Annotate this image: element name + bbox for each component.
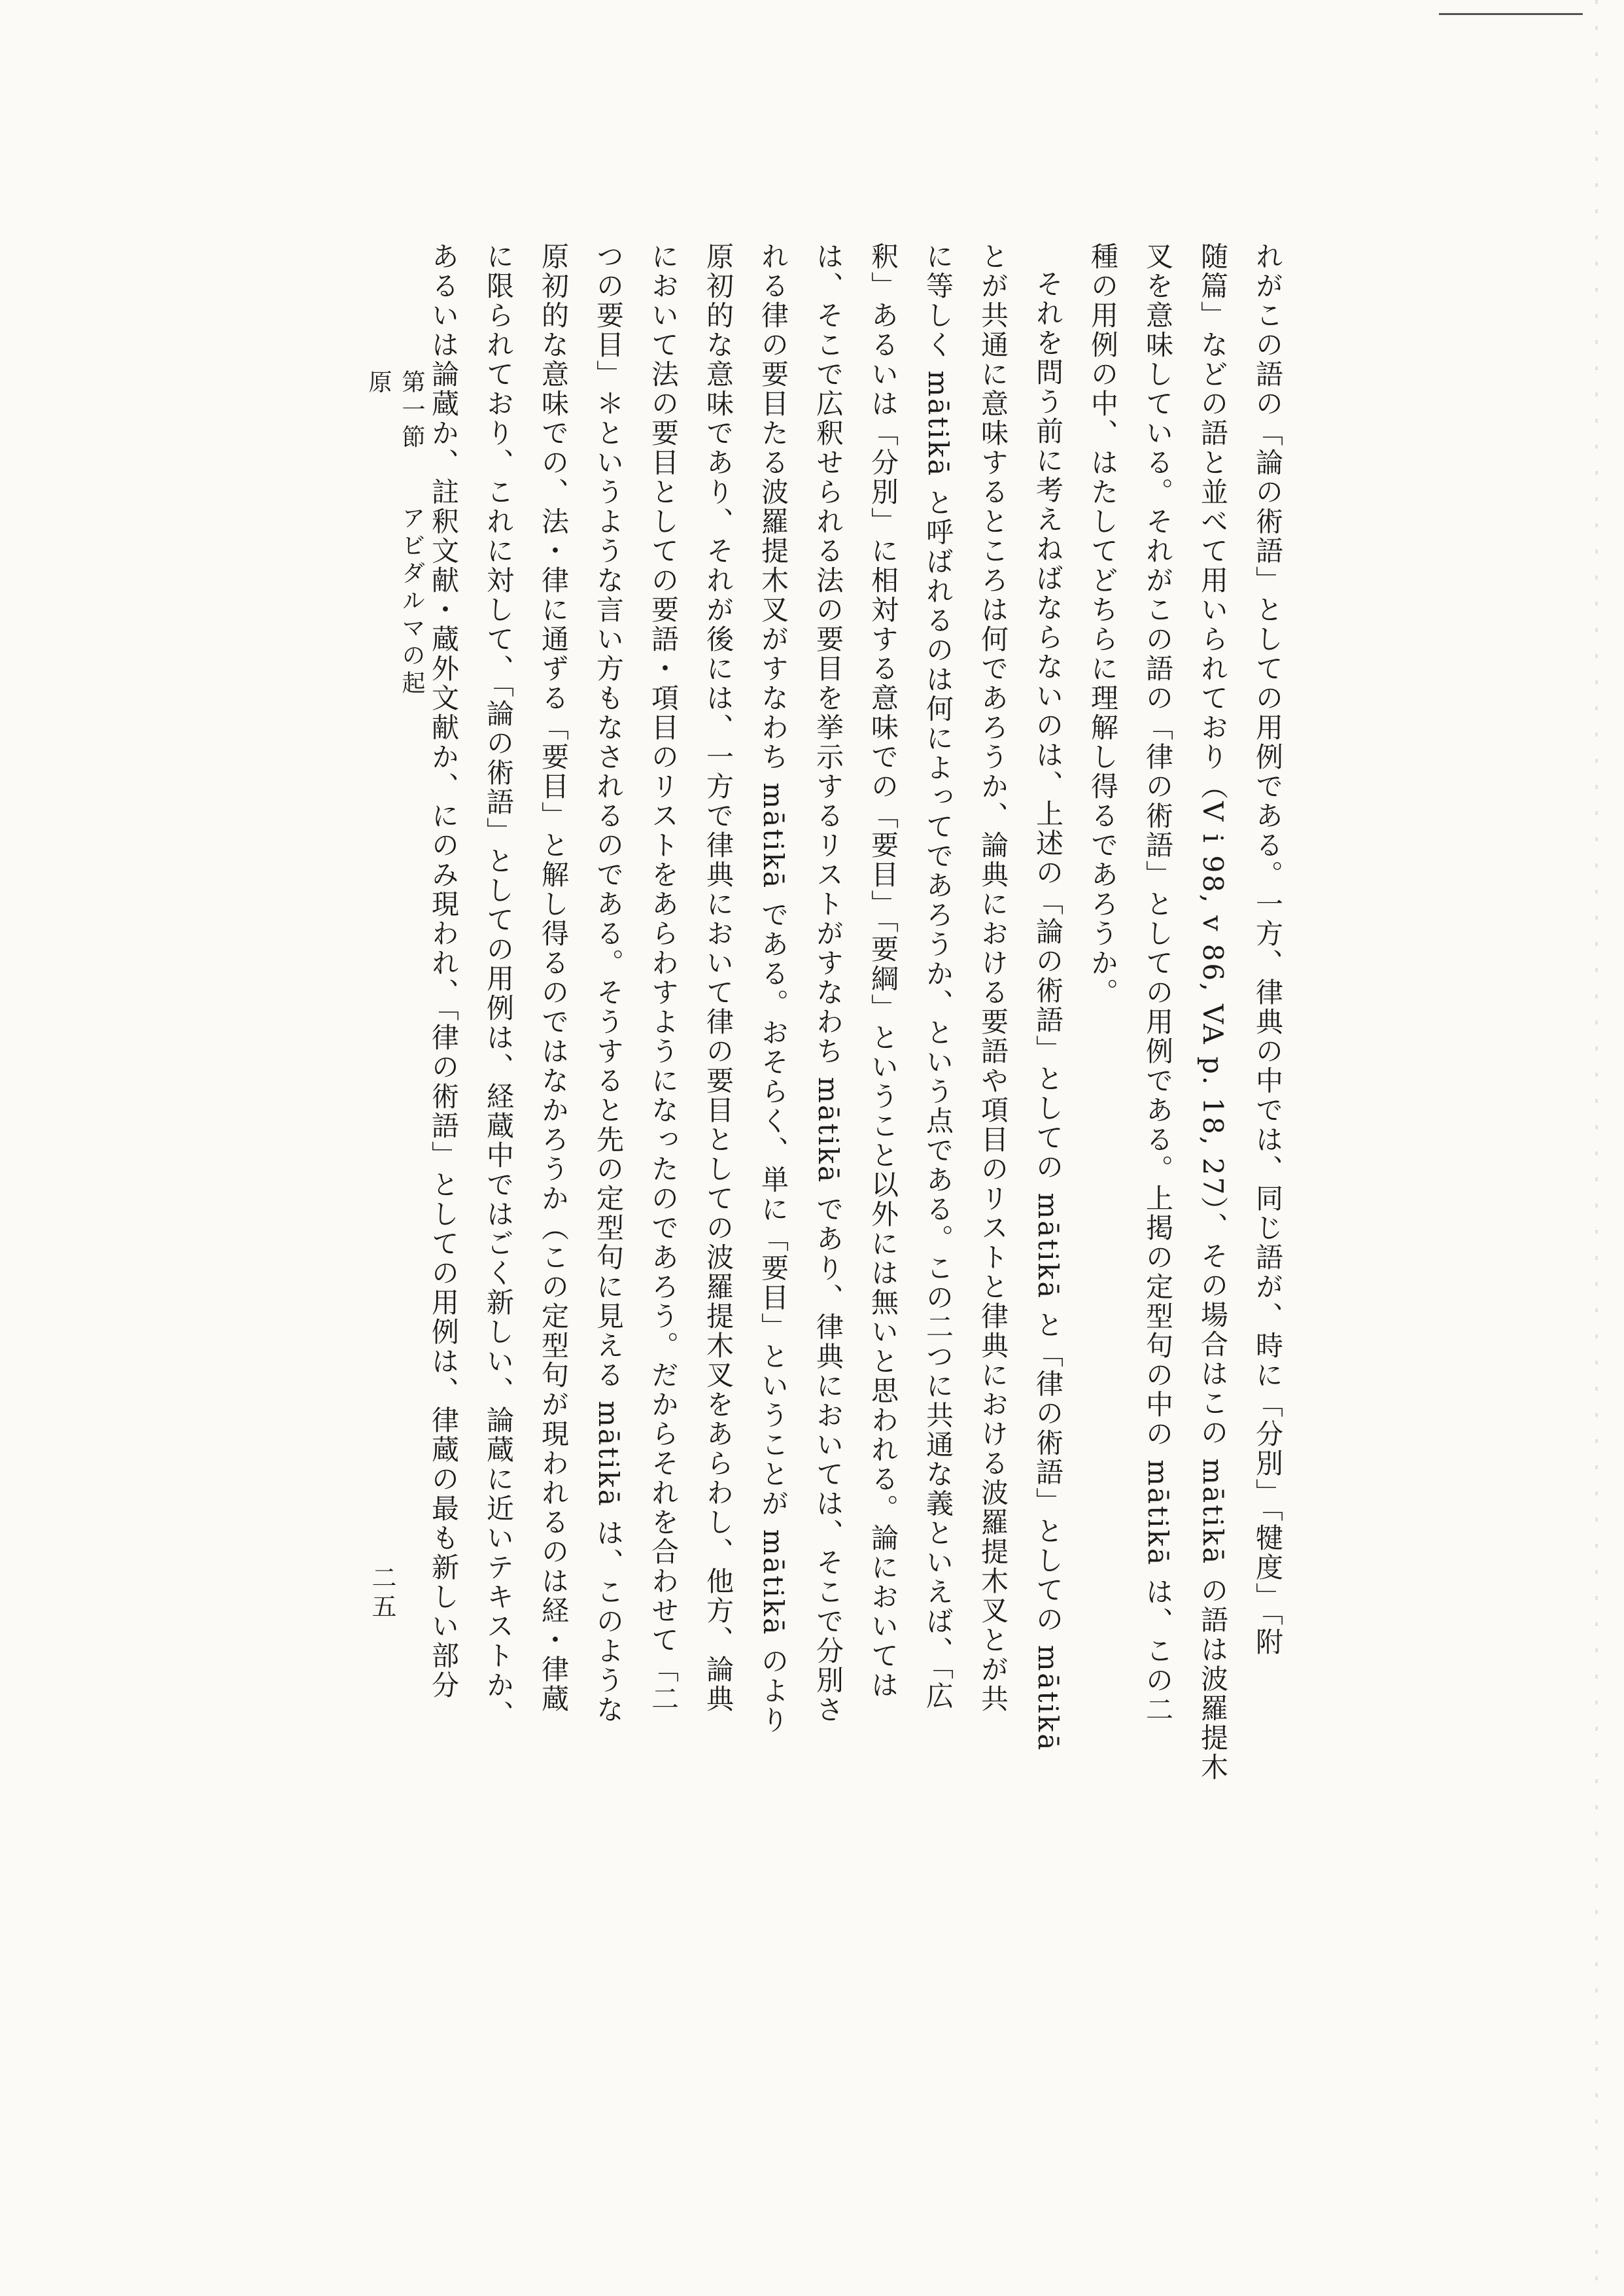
running-head-chapter: 第一節 [398,370,425,452]
text-column-3: 叉を意味している。それがこの語の「律の術語」としての用例である。上掲の定型句の中の mātikā は、この二 [1142,242,1174,1725]
text-column-7: に等しく mātikā と呼ばれるのは何によってであろうか、という点である。この二つに共通な義といえば、「広 [922,242,954,1711]
text-column-5: それを問う前に考えねばならないのは、上述の「論の術語」としての mātikā と「律の術語」としての mātikā [1032,270,1064,1752]
text-column-14: 原初的な意味での、法・律に通ずる「要目」と解し得るのではなかろうか（この定型句が現われるのは経・律蔵 [538,242,570,1714]
text-column-6: とが共通に意味するところは何であろうか、論典における要語や項目のリストと律典における波羅提木叉とが共 [977,242,1009,1714]
running-head-gap [398,478,425,506]
text-column-10: れる律の要目たる波羅提木叉がすなわち mātikā である。おそらく、単に「要目」ということが mātikā のより [757,242,789,1735]
running-head [362,370,428,710]
text-column-16: あるいは論蔵か、註釈文献・蔵外文献か、にのみ現われ、「律の術語」としての用例は、律蔵の最も新しい部分 [428,242,460,1700]
body-text-block [399,242,1295,1825]
text-column-11: 原初的な意味であり、それが後には、一方で律典において律の要目としての波羅提木叉をあらわし、他方、論典 [702,242,734,1714]
text-column-9: は、そこで広釈せられる法の要目を挙示するリストがすなわち mātikā であり、律典においては、そこで分別さ [812,242,844,1725]
text-column-1: れがこの語の「論の術語」としての用例である。一方、律典の中では、同じ語が、時に「分別」「犍度」「附 [1252,242,1284,1657]
scan-edge-rule [1439,13,1583,15]
text-column-2: 随篇」などの語と並べて用いられており（V i 98, v 86, VA p. 18, 27）、その場合はこの mātikā の語は波羅提木 [1197,242,1229,1783]
text-column-4: 種の用例の中、はたしてどちらに理解し得るであろうか。 [1087,242,1119,1007]
scan-edge-noise [1595,0,1598,2296]
text-column-8: 釈」あるいは「分別」に相対する意味での「要目」「要綱」ということ以外には無いと思われる。論においては [867,242,899,1700]
text-column-12: において法の要目としての要語・項目のリストをあらわすようになったのであろう。だからそれを合わせて「二 [648,242,680,1714]
page-number: 二五 [368,1565,396,1622]
running-head-title: アビダルマの起原 [365,370,425,698]
text-column-15: に限られており、これに対して、「論の術語」としての用例は、経蔵中ではごく新しい、論蔵に近いテキストか、 [483,242,515,1730]
text-column-13: つの要目」＊というような言い方もなされるのである。そうすると先の定型句に見える mātikā は、このような [593,242,625,1725]
